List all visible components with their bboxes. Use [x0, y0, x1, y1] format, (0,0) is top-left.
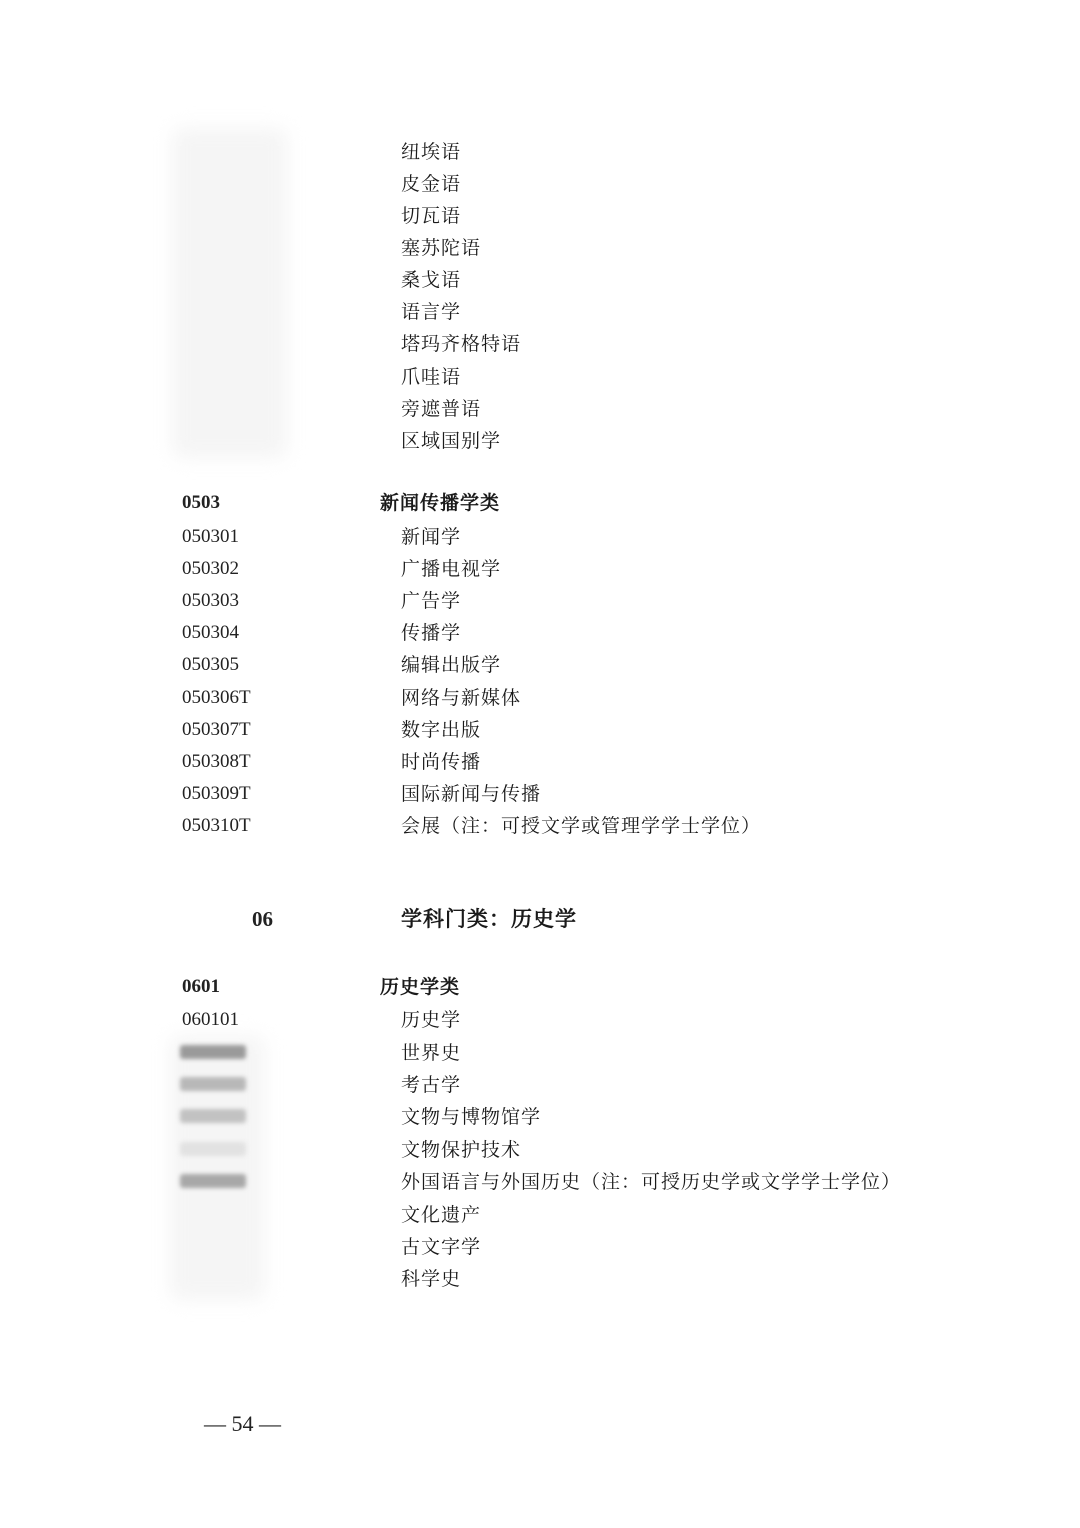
table-row	[0, 746, 1080, 778]
major-name: 区域国别学	[401, 430, 502, 452]
category-name: 新闻传播学类	[380, 492, 501, 514]
obscured-code	[180, 1109, 246, 1123]
list-item	[0, 200, 1080, 232]
major-code: 050305	[182, 654, 239, 675]
major-name: 文化遗产	[401, 1204, 482, 1226]
category-header	[0, 971, 1080, 1003]
major-name: 科学史	[401, 1268, 462, 1290]
discipline-code: 06	[252, 907, 273, 931]
table-row	[0, 617, 1080, 649]
major-name: 文物保护技术	[401, 1139, 522, 1161]
table-row	[0, 585, 1080, 617]
table-row	[0, 1199, 1080, 1231]
major-name: 广播电视学	[401, 558, 502, 580]
obscured-code	[180, 1077, 246, 1091]
major-code: 050307T	[182, 719, 251, 740]
table-row	[0, 1231, 1080, 1263]
major-name: 纽埃语	[401, 141, 462, 163]
table-row	[0, 553, 1080, 585]
major-code: 050309T	[182, 783, 251, 804]
major-name: 数字出版	[401, 719, 482, 741]
major-name: 语言学	[401, 301, 462, 323]
major-name: 爪哇语	[401, 366, 462, 388]
major-name: 切瓦语	[401, 205, 462, 227]
major-name: 传播学	[401, 622, 462, 644]
page-number: — 54 —	[204, 1411, 281, 1436]
category-code: 0503	[182, 492, 220, 513]
list-item	[0, 393, 1080, 425]
major-name: 塞苏陀语	[401, 237, 482, 259]
major-code: 050308T	[182, 751, 251, 772]
table-row	[0, 1004, 1080, 1036]
major-code: 050306T	[182, 687, 251, 708]
table-row	[0, 1069, 1080, 1101]
major-name: 世界史	[401, 1042, 462, 1064]
major-name: 历史学	[401, 1009, 462, 1031]
table-row	[0, 1101, 1080, 1133]
major-name: 桑戈语	[401, 269, 462, 291]
category-code: 0601	[182, 976, 220, 997]
major-name: 国际新闻与传播	[401, 783, 542, 805]
major-code: 050303	[182, 590, 239, 611]
table-row	[0, 810, 1080, 842]
table-row	[0, 1166, 1080, 1198]
list-item	[0, 361, 1080, 393]
major-code: 050310T	[182, 815, 251, 836]
list-item	[0, 264, 1080, 296]
major-name: 文物与博物馆学	[401, 1106, 542, 1128]
list-item	[0, 136, 1080, 168]
major-name: 皮金语	[401, 173, 462, 195]
list-item	[0, 168, 1080, 200]
major-name: 塔玛齐格特语	[401, 333, 522, 355]
table-row	[0, 682, 1080, 714]
obscured-code	[180, 1174, 246, 1188]
table-row	[0, 1134, 1080, 1166]
major-code: 050302	[182, 558, 239, 579]
table-row	[0, 649, 1080, 681]
table-row	[0, 714, 1080, 746]
major-name: 古文字学	[401, 1236, 482, 1258]
discipline-header	[0, 903, 1080, 935]
list-item	[0, 232, 1080, 264]
list-item	[0, 425, 1080, 457]
major-code: 050301	[182, 526, 239, 547]
obscured-code	[180, 1045, 246, 1059]
major-name: 新闻学	[401, 526, 462, 548]
major-code: 050304	[182, 622, 239, 643]
category-header	[0, 487, 1080, 519]
category-name: 历史学类	[380, 976, 461, 998]
table-row	[0, 1263, 1080, 1295]
major-code: 060101	[182, 1009, 239, 1030]
major-name: 广告学	[401, 590, 462, 612]
discipline-name: 学科门类：历史学	[401, 906, 577, 931]
major-name: 考古学	[401, 1074, 462, 1096]
list-item	[0, 296, 1080, 328]
major-name: 时尚传播	[401, 751, 482, 773]
table-row	[0, 778, 1080, 810]
page-footer	[0, 1408, 1080, 1440]
list-item	[0, 328, 1080, 360]
major-name: 编辑出版学	[401, 654, 502, 676]
major-name: 会展（注：可授文学或管理学学士学位）	[401, 815, 762, 837]
major-name: 网络与新媒体	[401, 687, 522, 709]
major-name: 旁遮普语	[401, 398, 482, 420]
table-row	[0, 521, 1080, 553]
major-name: 外国语言与外国历史（注：可授历史学或文学学士学位）	[401, 1171, 902, 1193]
table-row	[0, 1037, 1080, 1069]
obscured-code	[180, 1142, 246, 1156]
